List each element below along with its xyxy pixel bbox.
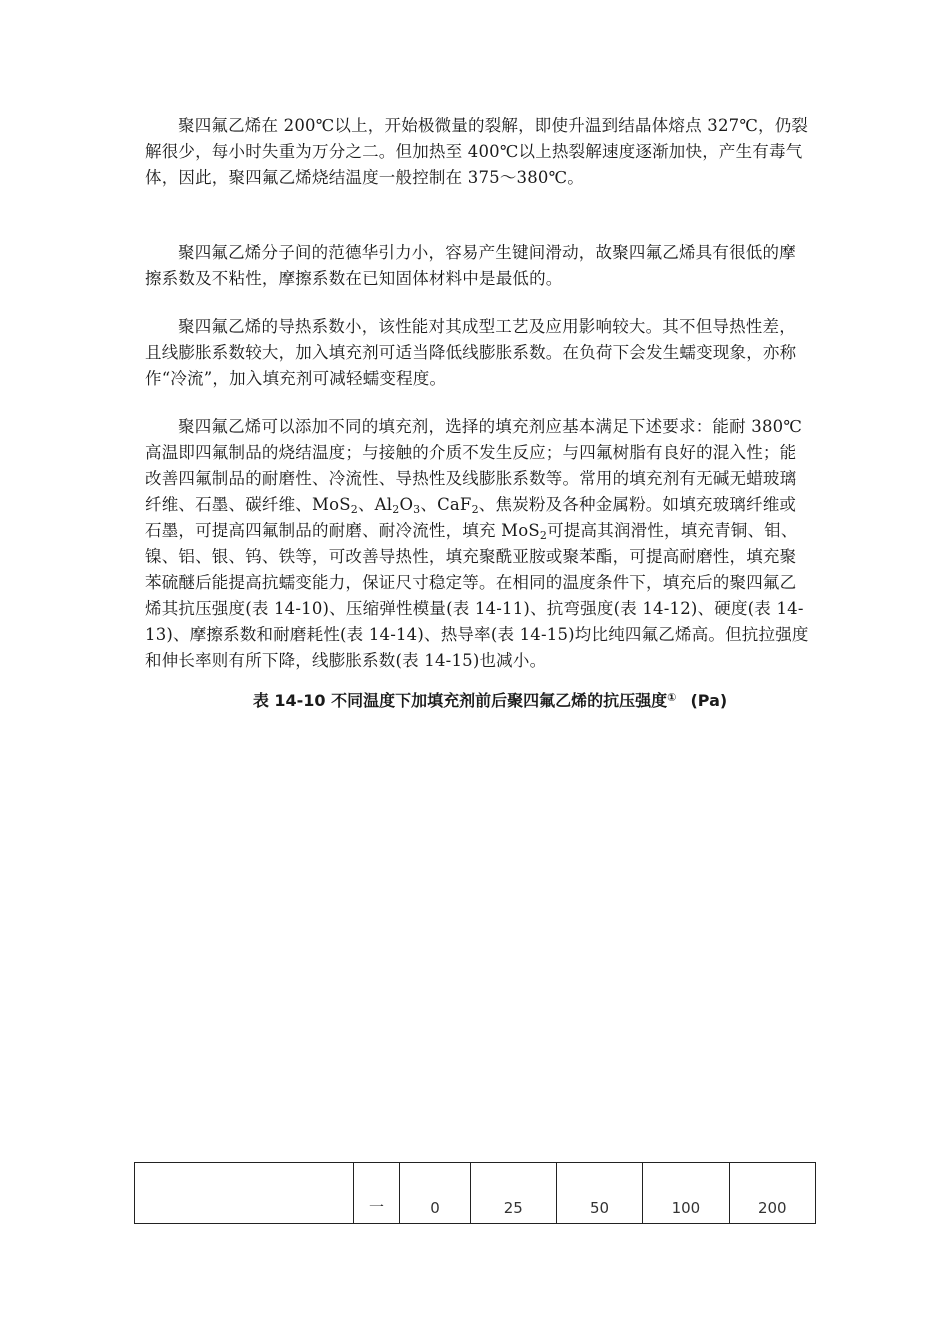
compressive-strength-table xyxy=(134,1162,816,1224)
table-caption-unit: (Pa) xyxy=(690,691,728,710)
fillers-text-b: 、Al xyxy=(357,495,393,514)
table-cell xyxy=(135,1163,354,1224)
footnote-mark: ① xyxy=(667,691,677,704)
fillers-text-e: 、焦炭粉及各种金属粉。如填充玻璃纤维或石墨，可提高四氟制品的耐磨、耐冷流性，填充 MoS xyxy=(145,495,797,540)
fillers-text-c: O xyxy=(399,495,414,514)
subscript: 2 xyxy=(350,503,358,516)
paragraph-thermal-decomposition: 聚四氟乙烯在 200℃以上，开始极微量的裂解，即使升温到结晶体熔点 327℃，仍裂解很少，每小时失重为万分之二。但加热至 400℃以上热裂解速度逐渐加快，产生有毒气体，因此，聚四氟乙烯烧结温度一般控制在 375～380℃。 xyxy=(145,116,809,187)
paragraph-thermal-conductivity: 聚四氟乙烯的导热系数小，该性能对其成型工艺及应用影响较大。其不但导热性差，且线膨胀系数较大，加入填充剂可适当降低线膨胀系数。在负荷下会发生蠕变现象，亦称作“冷流”，加入填充剂可减轻蠕变程度。 xyxy=(145,317,797,388)
subscript: 2 xyxy=(471,503,479,516)
subscript: 3 xyxy=(413,503,421,516)
paragraph-fillers xyxy=(145,414,810,674)
table-header-row xyxy=(135,1163,816,1224)
paragraph-friction: 聚四氟乙烯分子间的范德华引力小，容易产生键间滑动，故聚四氟乙烯具有很低的摩擦系数及不粘性，摩擦系数在已知固体材料中是最低的。 xyxy=(145,243,796,288)
subscript: 2 xyxy=(539,529,548,542)
table-cell: 50 xyxy=(556,1163,642,1224)
table-cell: 0 xyxy=(400,1163,470,1224)
fillers-text-a: 聚四氟乙烯可以添加不同的填充剂，选择的填充剂应基本满足下述要求：能耐 380℃高温即四氟制品的烧结温度；与接触的介质不发生反应；与四氟树脂有良好的混入性；能改善四氟制品的耐磨性、冷流性、导热性及线膨胀系数等。常用的填充剂有无碱无蜡玻璃纤维、石墨、碳纤维、MoS xyxy=(145,417,802,514)
table-caption xyxy=(145,688,835,714)
table-caption-title: 表 14-10 不同温度下加填充剂前后聚四氟乙烯的抗压强度 xyxy=(252,691,668,710)
table-cell: 25 xyxy=(470,1163,556,1224)
subscript: 2 xyxy=(392,503,400,516)
table-cell: 200 xyxy=(729,1163,815,1224)
table-cell: 一 xyxy=(353,1163,400,1224)
fillers-text-f: 可提高其润滑性，填充青铜、钼、镍、铝、银、钨、铁等，可改善导热性，填充聚酰亚胺或聚苯酯，可提高耐磨性，填充聚苯硫醚后能提高抗蠕变能力，保证尺寸稳定等。在相同的温度条件下，填充后的聚四氟乙烯其抗压强度(表 14-10)、压缩弹性模量(表 14-11)、抗弯强度(表 14-12)、硬度(表 14-13)、摩擦系数和耐磨耗性(表 14-14)、热导率(表 14-15)均比纯四氟乙烯高。但抗拉强度和伸长率则有所下降，线膨胀系数(表 14-15)也减小。 xyxy=(145,521,809,670)
fillers-text-d: 、CaF xyxy=(420,495,472,514)
table-cell: 100 xyxy=(643,1163,729,1224)
